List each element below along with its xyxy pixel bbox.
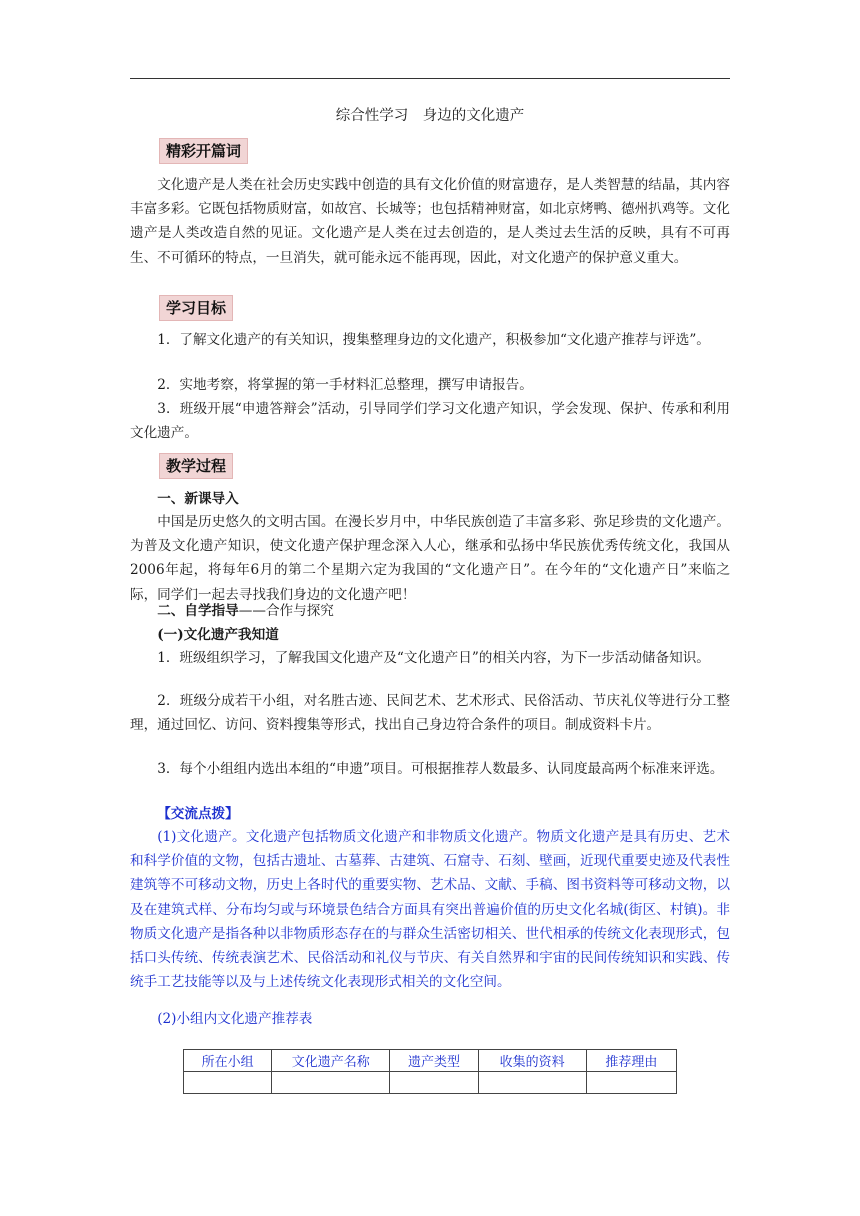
part2-title-main: 二、自学指导	[157, 603, 239, 619]
table-header-row	[184, 1050, 677, 1072]
step-item-1: 1．班级组织学习，了解我国文化遗产及“文化遗产日”的相关内容，为下一步活动储备知识。	[157, 650, 710, 666]
table-header-cell: 推荐理由	[586, 1050, 676, 1072]
part1-paragraph: 中国是历史悠久的文明古国。在漫长岁月中，中华民族创造了丰富多彩、弥足珍贵的文化遗产。为普及文化遗产知识，使文化遗产保护理念深入人心，继承和弘扬中华民族优秀传统文化，我国从2006年起，将每年6月的第二个星期六定为我国的“文化遗产日”。在今年的“文化遗产日”来临之际，同学们一起去寻找我们身边的文化遗产吧！	[130, 514, 730, 603]
part1-title: 一、新课导入	[157, 491, 239, 507]
step-item-3: 3．每个小组组内选出本组的“申遗”项目。可根据推荐人数最多、认同度最高两个标准来评选。	[157, 761, 724, 777]
table-cell	[390, 1072, 478, 1094]
page-title: 综合性学习 身边的文化遗产	[335, 108, 525, 124]
step-item-2: 2．班级分成若干小组，对名胜古迹、民间艺术、艺术形式、民俗活动、节庆礼仪等进行分工整理，通过回忆、访问、资料搜集等形式，找出自己身边符合条件的项目。制成资料卡片。	[130, 693, 730, 734]
goal-item-3: 3．班级开展“申遗答辩会”活动，引导同学们学习文化遗产知识，学会发现、保护、传承和利用文化遗产。	[130, 401, 730, 442]
opening-paragraph: 文化遗产是人类在社会历史实践中创造的具有文化价值的财富遗存，是人类智慧的结晶，其内容丰富多彩。它既包括物质财富，如故宫、长城等；也包括精神财富，如北京烤鸭、德州扒鸡等。文化遗产是人类改造自然的见证。文化遗产是人类在过去创造的，是人类过去生活的反映，具有不可再生、不可循环的特点，一旦消失，就可能永远不能再现，因此，对文化遗产的保护意义重大。	[130, 177, 730, 266]
table-caption: (2)小组内文化遗产推荐表	[157, 1011, 313, 1027]
sub1-title: (一)文化遗产我知道	[157, 627, 279, 643]
table-cell	[272, 1072, 390, 1094]
table-row	[184, 1072, 677, 1094]
table-header-cell: 收集的资料	[478, 1050, 586, 1072]
part2-title	[130, 599, 730, 623]
table-cell	[478, 1072, 586, 1094]
table-header-cell: 遗产类型	[390, 1050, 478, 1072]
table-header-cell: 文化遗产名称	[272, 1050, 390, 1072]
part2-title-sub: ——合作与探究	[238, 603, 334, 619]
section-heading-goals: 学习目标	[159, 295, 233, 321]
table-cell	[586, 1072, 676, 1094]
header-rule	[130, 78, 730, 79]
goal-item-2: 2．实地考察，将掌握的第一手材料汇总整理，撰写申请报告。	[157, 377, 533, 393]
exchange-paragraph: (1)文化遗产。文化遗产包括物质文化遗产和非物质文化遗产。物质文化遗产是具有历史、艺术和科学价值的文物，包括古遗址、古墓葬、古建筑、石窟寺、石刻、壁画，近现代重要史迹及代表性建筑等不可移动文物，历史上各时代的重要实物、艺术品、文献、手稿、图书资料等可移动文物，以及在建筑式样、分布均匀或与环境景色结合方面具有突出普遍价值的历史文化名城(街区、村镇)。非物质文化遗产是指各种以非物质形态存在的与群众生活密切相关、世代相承的传统文化表现形式，包括口头传统、传统表演艺术、民俗活动和礼仪与节庆、有关自然界和宇宙的民间传统知识和实践、传统手工艺技能等以及与上述传统文化表现形式相关的文化空间。	[130, 829, 730, 991]
table-cell	[184, 1072, 272, 1094]
section-heading-opening: 精彩开篇词	[159, 138, 248, 164]
table-header-cell: 所在小组	[184, 1050, 272, 1072]
section-heading-process: 教学过程	[159, 453, 233, 479]
exchange-label: 【交流点拨】	[157, 806, 239, 822]
recommendation-table	[183, 1049, 677, 1094]
goal-item-1: 1．了解文化遗产的有关知识，搜集整理身边的文化遗产，积极参加“文化遗产推荐与评选”。	[157, 332, 710, 348]
